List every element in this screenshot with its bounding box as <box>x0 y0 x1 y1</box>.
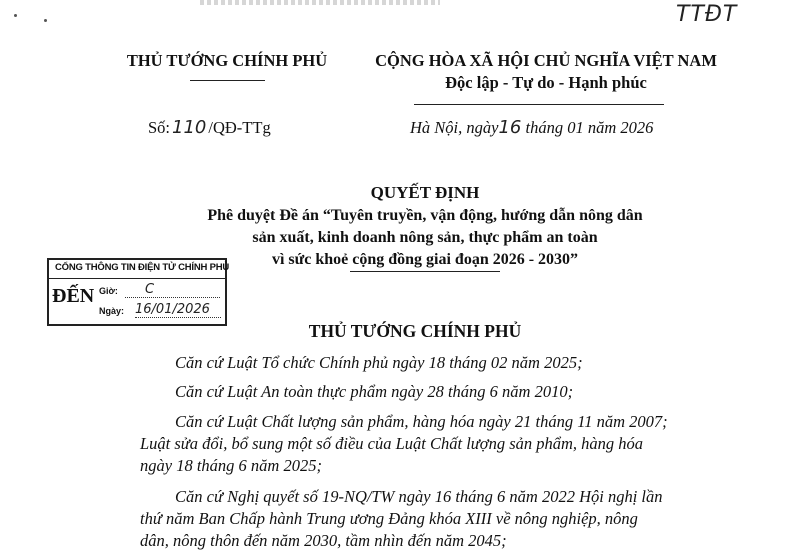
legal-basis-line: Căn cứ Nghị quyết số 19-NQ/TW ngày 16 tháng 6 năm 2022 Hội nghị lần <box>175 487 663 506</box>
scan-speck <box>14 14 17 17</box>
legal-basis-line: Căn cứ Luật Chất lượng sản phẩm, hàng hóa ngày 21 tháng 11 năm 2007; <box>175 412 668 431</box>
place-date-after: tháng 01 năm 2026 <box>525 118 654 137</box>
issuer-heading: THỦ TƯỚNG CHÍNH PHỦ <box>308 321 522 341</box>
received-stamp <box>47 258 230 326</box>
document-subject <box>160 205 690 271</box>
place-date-before: Hà Nội, ngày <box>410 118 499 137</box>
legal-basis-line: Căn cứ Luật Tổ chức Chính phủ ngày 18 tháng 02 năm 2025; <box>175 353 583 372</box>
scan-speck <box>44 19 47 22</box>
legal-basis-line: ngày 18 tháng 6 năm 2025; <box>140 456 322 475</box>
legal-basis-line: Căn cứ Luật An toàn thực phẩm ngày 28 tháng 6 năm 2010; <box>175 382 574 401</box>
stamp-date-value: 16/01/2026 <box>135 302 221 318</box>
doc-number-value: 110 <box>172 117 207 138</box>
subject-line: vì sức khoẻ cộng đồng giai đoạn 2026 - 2030” <box>271 251 579 268</box>
document-number <box>148 117 271 138</box>
stamp-received-label: ĐẾN <box>52 285 95 307</box>
handwritten-mark: TTĐT <box>676 2 738 27</box>
scan-smudge <box>200 0 440 5</box>
place-date-day: 16 <box>498 117 522 138</box>
org-underline <box>190 80 265 81</box>
legal-basis-line: dân, nông thôn đến năm 2030, tầm nhìn đến năm 2045; <box>140 531 507 550</box>
subject-line: Phê duyệt Đề án “Tuyên truyền, vận động, hướng dẫn nông dân <box>207 207 643 224</box>
place-and-date <box>410 117 653 138</box>
national-motto: Độc lập - Tự do - Hạnh phúc <box>445 73 647 92</box>
stamp-divider <box>49 278 225 279</box>
stamp-time-label: Giờ: <box>99 286 118 296</box>
subject-underline <box>350 271 500 272</box>
national-title: CỘNG HÒA XÃ HỘI CHỦ NGHĨA VIỆT NAM <box>375 51 717 70</box>
issuing-organization: THỦ TƯỚNG CHÍNH PHỦ <box>126 51 328 70</box>
doc-number-suffix: /QĐ-TTg <box>208 118 271 137</box>
stamp-time-value: C <box>125 282 220 298</box>
legal-basis-line: Luật sửa đổi, bổ sung một số điều của Luật Chất lượng sản phẩm, hàng hóa <box>140 434 644 453</box>
motto-underline <box>414 104 664 105</box>
stamp-title: CỔNG THÔNG TIN ĐIỆN TỬ CHÍNH PHỦ <box>55 262 230 273</box>
subject-line: sản xuất, kinh doanh nông sản, thực phẩm an toàn <box>252 229 598 246</box>
document-type: QUYẾT ĐỊNH <box>370 183 480 202</box>
stamp-date-label: Ngày: <box>99 306 125 316</box>
legal-basis-line: thứ năm Ban Chấp hành Trung ương Đảng khóa XIII về nông nghiệp, nông <box>140 509 638 528</box>
doc-number-prefix: Số: <box>148 118 171 137</box>
